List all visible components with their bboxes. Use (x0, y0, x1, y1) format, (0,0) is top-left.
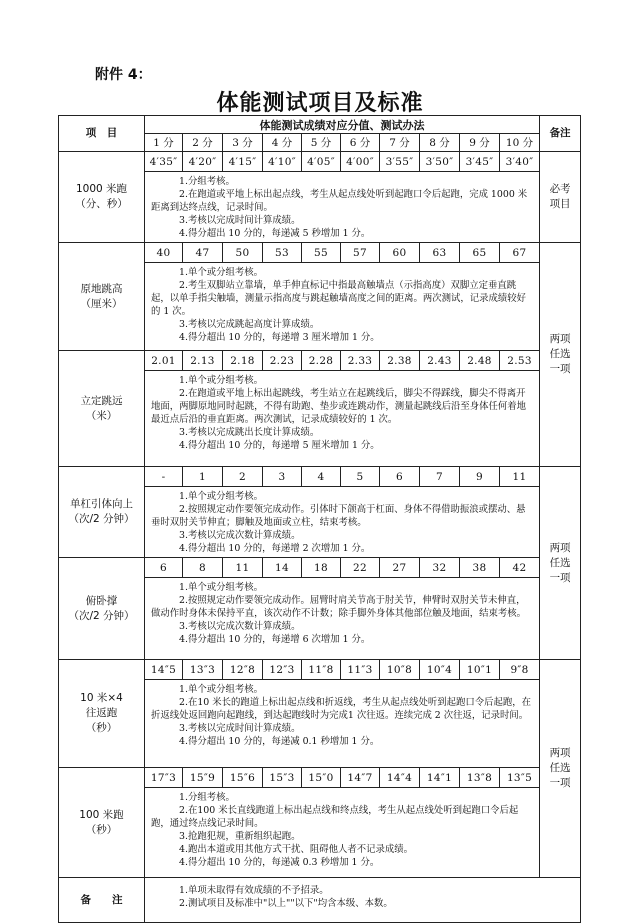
standard-value-cell: 60 (380, 243, 420, 263)
standard-value-cell: 47 (183, 243, 223, 263)
standard-value-cell: 15″0 (302, 768, 341, 788)
value-row (59, 558, 581, 578)
value-row (59, 243, 581, 263)
standard-value-cell: 13″3 (183, 660, 223, 680)
score-header-cell: 8 分 (420, 134, 460, 152)
standard-value-cell: 57 (341, 243, 380, 263)
standard-value-cell: 6 (380, 467, 420, 487)
remark-cell: 两项 任选 一项 (540, 243, 581, 467)
remark-cell: 两项 任选 一项 (540, 660, 581, 878)
remark-cell: 必考 项目 (540, 152, 581, 243)
remark-cell: 两项 任选 一项 (540, 467, 581, 660)
value-row (59, 660, 581, 680)
standard-value-cell: 15″3 (263, 768, 302, 788)
standard-value-cell: 4′10″ (263, 152, 302, 172)
standard-value-cell: 40 (145, 243, 183, 263)
standards-table (58, 115, 581, 923)
score-header-cell: 4 分 (263, 134, 302, 152)
method-line: 3.考核以完成跳起高度计算成绩。 (179, 319, 320, 330)
value-row (59, 351, 581, 371)
standard-value-cell: 11″3 (341, 660, 380, 680)
footer-notes (145, 878, 581, 923)
standard-value-cell: 27 (380, 558, 420, 578)
standard-value-cell: 4′05″ (302, 152, 341, 172)
score-header-cell: 6 分 (341, 134, 380, 152)
standard-value-cell: 14″7 (341, 768, 380, 788)
standard-value-cell: 10″8 (380, 660, 420, 680)
method-line: 3.考核以完成时间计算成绩。 (179, 215, 301, 226)
score-header-cell: 2 分 (183, 134, 223, 152)
method-line: 3.考核以完成次数计算成绩。 (179, 530, 301, 541)
header-scores-caption: 体能测试成绩对应分值、测试办法 (145, 116, 540, 134)
standard-value-cell: 10″1 (460, 660, 500, 680)
standard-value-cell: 2.33 (341, 351, 380, 371)
score-header-cell: 5 分 (302, 134, 341, 152)
method-line: 4.得分超出 10 分的，每递增 3 厘米增加 1 分。 (179, 332, 380, 343)
method-line: 3.抢跑犯规，重新组织起跑。 (179, 831, 301, 842)
standard-value-cell: 1 (183, 467, 223, 487)
standard-value-cell: 14″5 (145, 660, 183, 680)
standard-value-cell: 2.38 (380, 351, 420, 371)
test-method-cell (145, 487, 540, 558)
footer-label: 备 注 (59, 878, 145, 923)
standard-value-cell: 4′35″ (145, 152, 183, 172)
score-header-cell: 10 分 (500, 134, 540, 152)
table-body (59, 116, 581, 923)
test-item-name: 单杠引体向上 （次/2 分钟） (59, 467, 145, 558)
method-line: 4.得分超出 10 分的，每递增 6 次增加 1 分。 (179, 634, 371, 645)
method-line: 4.得分超出 10 分的，每递增 2 次增加 1 分。 (179, 543, 371, 554)
test-item-name: 立定跳远 （米） (59, 351, 145, 467)
method-line: 1.单个或分组考核。 (179, 491, 263, 502)
test-item-name: 原地跳高 （厘米） (59, 243, 145, 351)
test-item-name: 10 米×4 往返跑 （秒） (59, 660, 145, 768)
page-title: 体能测试项目及标准 (216, 91, 424, 116)
standard-value-cell: 15″6 (223, 768, 263, 788)
score-header-cell: 9 分 (460, 134, 500, 152)
method-line: 3.考核以完成时间计算成绩。 (179, 723, 301, 734)
standard-value-cell: 2 (223, 467, 263, 487)
standard-value-cell: 38 (460, 558, 500, 578)
standard-value-cell: 55 (302, 243, 341, 263)
value-row (59, 152, 581, 172)
standard-value-cell: 3′50″ (420, 152, 460, 172)
standard-value-cell: 12″8 (223, 660, 263, 680)
standard-value-cell: 2.01 (145, 351, 183, 371)
method-line: 1.单个或分组考核。 (179, 684, 263, 695)
value-row (59, 768, 581, 788)
standard-value-cell: 2.53 (500, 351, 540, 371)
footer-row (59, 878, 581, 923)
standard-value-cell: 65 (460, 243, 500, 263)
test-method-cell (145, 788, 540, 878)
standard-value-cell: 6 (145, 558, 183, 578)
method-line: 1.分组考核。 (179, 792, 235, 803)
standard-value-cell: 3 (263, 467, 302, 487)
standard-value-cell: 11 (223, 558, 263, 578)
method-line: 4.得分超出 10 分的，每递增 5 厘米增加 1 分。 (179, 440, 380, 451)
footer-note: 2.测试项目及标准中"以上""以下"均含本级、本数。 (179, 898, 393, 909)
standard-value-cell: 4 (302, 467, 341, 487)
standard-value-cell: 3′40″ (500, 152, 540, 172)
standard-value-cell: 11″8 (302, 660, 341, 680)
method-line: 2.考生双脚站立靠墙，单手伸直标记中指最高触墙点（示指高度）双脚立定垂直跳起，以单手指尖触墙，测量示指高度与跳起触墙高度之间的距离。两次测试，记录成绩较好的 1 次。 (151, 280, 527, 317)
test-item-name: 100 米跑 （秒） (59, 768, 145, 878)
standard-value-cell: 9 (460, 467, 500, 487)
standard-value-cell: 14″4 (380, 768, 420, 788)
standard-value-cell: 4′15″ (223, 152, 263, 172)
standard-value-cell: 12″3 (263, 660, 302, 680)
test-method-cell (145, 371, 540, 467)
standard-value-cell: 8 (183, 558, 223, 578)
method-line: 1.单个或分组考核。 (179, 267, 263, 278)
standard-value-cell: 17″3 (145, 768, 183, 788)
test-method-cell (145, 680, 540, 768)
standard-value-cell: 14 (263, 558, 302, 578)
method-line: 3.考核以完成次数计算成绩。 (179, 621, 301, 632)
method-line: 1.单个或分组考核。 (179, 582, 263, 593)
header-item: 项 目 (59, 116, 145, 152)
standard-value-cell: 2.18 (223, 351, 263, 371)
attachment-label: 附件 4： (95, 67, 152, 83)
standard-value-cell: 14″1 (420, 768, 460, 788)
test-method-cell (145, 578, 540, 660)
standard-value-cell: 4′20″ (183, 152, 223, 172)
test-method-cell (145, 172, 540, 243)
standard-value-cell: 32 (420, 558, 460, 578)
method-line: 3.考核以完成跳出长度计算成绩。 (179, 427, 320, 438)
method-line: 1.单个或分组考核。 (179, 375, 263, 386)
method-line: 2.在跑道或平地上标出起跳线，考生站立在起跳线后，脚尖不得踩线，脚尖不得离开地面，两脚原地同时起跳，不得有助跑、垫步或连跳动作，测量起跳线后沿至身体任何着地最近点后沿的垂直距离。两次测试，记录成绩较好的 1 次。 (151, 388, 527, 425)
standard-value-cell: 53 (263, 243, 302, 263)
standard-value-cell: 2.13 (183, 351, 223, 371)
method-line: 2.按照规定动作要领完成动作。引体时下颌高于杠面、身体不得借助振浪或摆动、悬垂时双肘关节伸直；脚触及地面或立柱，结束考核。 (151, 504, 526, 528)
standard-value-cell: 7 (420, 467, 460, 487)
standard-value-cell: 13″8 (460, 768, 500, 788)
standard-value-cell: 2.28 (302, 351, 341, 371)
standard-value-cell: 15″9 (183, 768, 223, 788)
footer-note: 1.单项未取得有效成绩的不予招录。 (179, 885, 329, 896)
value-row (59, 467, 581, 487)
standard-value-cell: 10″4 (420, 660, 460, 680)
standard-value-cell: 9″8 (500, 660, 540, 680)
method-line: 2.按照规定动作要领完成动作。屈臂时肩关节高于肘关节，伸臂时双肘关节未伸直，做动作时身体未保持平直，该次动作不计数；除手脚外身体其他部位触及地面，结束考核。 (151, 595, 527, 619)
standard-value-cell: 67 (500, 243, 540, 263)
method-line: 2.在10 米长的跑道上标出起点线和折返线，考生从起点线处听到起跑口令后起跑，在折返线处返回跑向起跑线，到达起跑线时为完成1 次往返。连续完成 2 次往返，记录时间。 (151, 697, 531, 721)
method-line: 2.在100 米长直线跑道上标出起点线和终点线，考生从起点线处听到起跑口令后起跑，通过终点线记录时间。 (151, 805, 519, 829)
standard-value-cell: 11 (500, 467, 540, 487)
score-header-cell: 3 分 (223, 134, 263, 152)
method-line: 1.分组考核。 (179, 176, 235, 187)
method-line: 4.跑出本道或用其他方式干扰、阻碍他人者不记录成绩。 (179, 844, 413, 855)
method-line: 4.得分超出 10 分的，每递减 0.1 秒增加 1 分。 (179, 736, 380, 747)
standard-value-cell: 5 (341, 467, 380, 487)
standard-value-cell: 4′00″ (341, 152, 380, 172)
standard-value-cell: 2.23 (263, 351, 302, 371)
standard-value-cell: 63 (420, 243, 460, 263)
standard-value-cell: 50 (223, 243, 263, 263)
standard-value-cell: 3′55″ (380, 152, 420, 172)
score-header-cell: 7 分 (380, 134, 420, 152)
standard-value-cell: 13″5 (500, 768, 540, 788)
header-remark: 备注 (540, 116, 581, 152)
test-method-cell (145, 263, 540, 351)
standard-value-cell: 2.48 (460, 351, 500, 371)
standard-value-cell: 2.43 (420, 351, 460, 371)
standard-value-cell: 42 (500, 558, 540, 578)
standard-value-cell: - (145, 467, 183, 487)
standard-value-cell: 3′45″ (460, 152, 500, 172)
test-item-name: 俯卧撑 （次/2 分钟） (59, 558, 145, 660)
method-line: 4.得分超出 10 分的，每递减 5 秒增加 1 分。 (179, 228, 371, 239)
method-line: 2.在跑道或平地上标出起点线，考生从起点线处听到起跑口令后起跑，完成 1000 米距离到达终点线，记录时间。 (151, 189, 528, 213)
standard-value-cell: 18 (302, 558, 341, 578)
score-header-cell: 1 分 (145, 134, 183, 152)
method-line: 4.得分超出 10 分的，每递减 0.3 秒增加 1 分。 (179, 857, 380, 868)
test-item-name: 1000 米跑 （分、秒） (59, 152, 145, 243)
standard-value-cell: 22 (341, 558, 380, 578)
